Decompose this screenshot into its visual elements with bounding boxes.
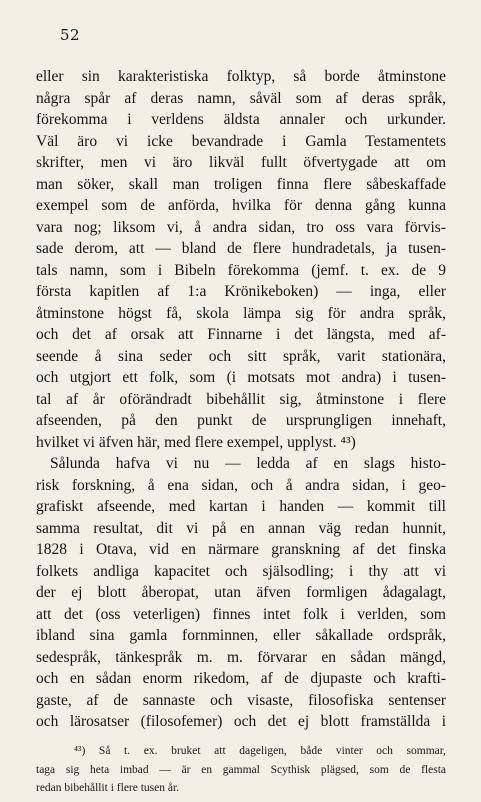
text-line: eller sin karakteristiska folktyp, så borde åtminstone: [36, 68, 446, 85]
text-line: grafiskt afseende, med kartan i handen — kommit till: [36, 498, 446, 515]
text-line: samma resultat, dit vi på en annan väg redan hunnit,: [36, 519, 446, 537]
text-line: seende å sina seder och sitt språk, varit stationära,: [36, 347, 446, 365]
text-line: tal af år oförändradt bibehållit sig, åtminstone i flere: [36, 390, 446, 408]
text-line: 1828 i Otava, vid en närmare granskning af det finska: [36, 541, 446, 558]
footnote-line: ⁴³) Så t. ex. bruket att dageligen, både vinter och sommar,: [74, 745, 446, 757]
text-line: folkets andliga kapacitet och själsodling; i thy att vi: [36, 562, 446, 580]
text-line: vara nog; liksom vi, å andra sidan, tro oss vara förvis-: [36, 218, 446, 236]
text-line: sedespråk, tänkespråk m. m. förvarar en sådan mängd,: [36, 648, 446, 666]
text-line: gaste, af de sannaste och visaste, filosofiska sentenser: [36, 691, 446, 709]
text-line: och en sådan enorm rikedom, af de djupaste och krafti-: [36, 670, 446, 687]
text-line: sade derom, att — bland de flere hundradetals, ja tusen-: [36, 240, 446, 257]
text-line: hvilket vi äfven här, med flere exempel, upplyst. ⁴³): [36, 433, 356, 451]
text-line: risk forskning, å ena sidan, och å andra sidan, i geo-: [36, 476, 446, 494]
text-line: och utgjort ett folk, som (i motsats mot andra) i tusen-: [36, 369, 446, 386]
text-line: skrifter, men vi äro likväl fullt öfvertygade att om: [36, 154, 446, 171]
page-number: 52: [60, 26, 81, 44]
text-line: första kapitlen af 1:a Krönikeboken) — inga, eller: [36, 283, 446, 300]
text-line: tals namn, som i Bibeln förekomma (jemf. t. ex. de 9: [36, 261, 446, 279]
text-line: afseenden, på den punkt de ursprungligen innehaft,: [36, 412, 446, 429]
text-line: åtminstone högst få, skola lämpa sig för andra språk,: [36, 304, 446, 322]
text-line: der ej blott åberopat, utan äfven formligen ådagalagt,: [36, 584, 446, 601]
text-line: man söker, skall man troligen finna flere såbeskaffade: [36, 175, 446, 193]
text-line: och det af orsak att Finnarne i det längsta, med af-: [36, 326, 446, 343]
text-line: Sålunda hafva vi nu — ledda af en slags histo-: [50, 455, 446, 472]
text-line: ibland sina gamla fornminnen, eller såkallade ordspråk,: [36, 627, 446, 644]
footnote-line: redan bibehållit i flere tusen år.: [36, 782, 180, 794]
text-line: Väl äro vi icke bevandrade i Gamla Testamentets: [36, 132, 446, 150]
text-line: förekomma i verldens äldsta annaler och urkunder.: [36, 111, 446, 128]
body-text: [36, 66, 446, 733]
text-line: att det (oss veterligen) finnes intet folk i verlden, som: [36, 605, 446, 623]
text-line: några spår af deras namn, såväl som af deras språk,: [36, 89, 446, 107]
footnotes: [36, 742, 446, 798]
footnote-line: taga sig heta imbad — är en gammal Scythisk plägsed, som de flesta: [36, 763, 446, 776]
text-line: exempel som de anförda, hvilka för denna gång kunna: [36, 197, 446, 214]
text-line: och lärosatser (filosofemer) och det ej blott framställda i: [36, 713, 446, 730]
